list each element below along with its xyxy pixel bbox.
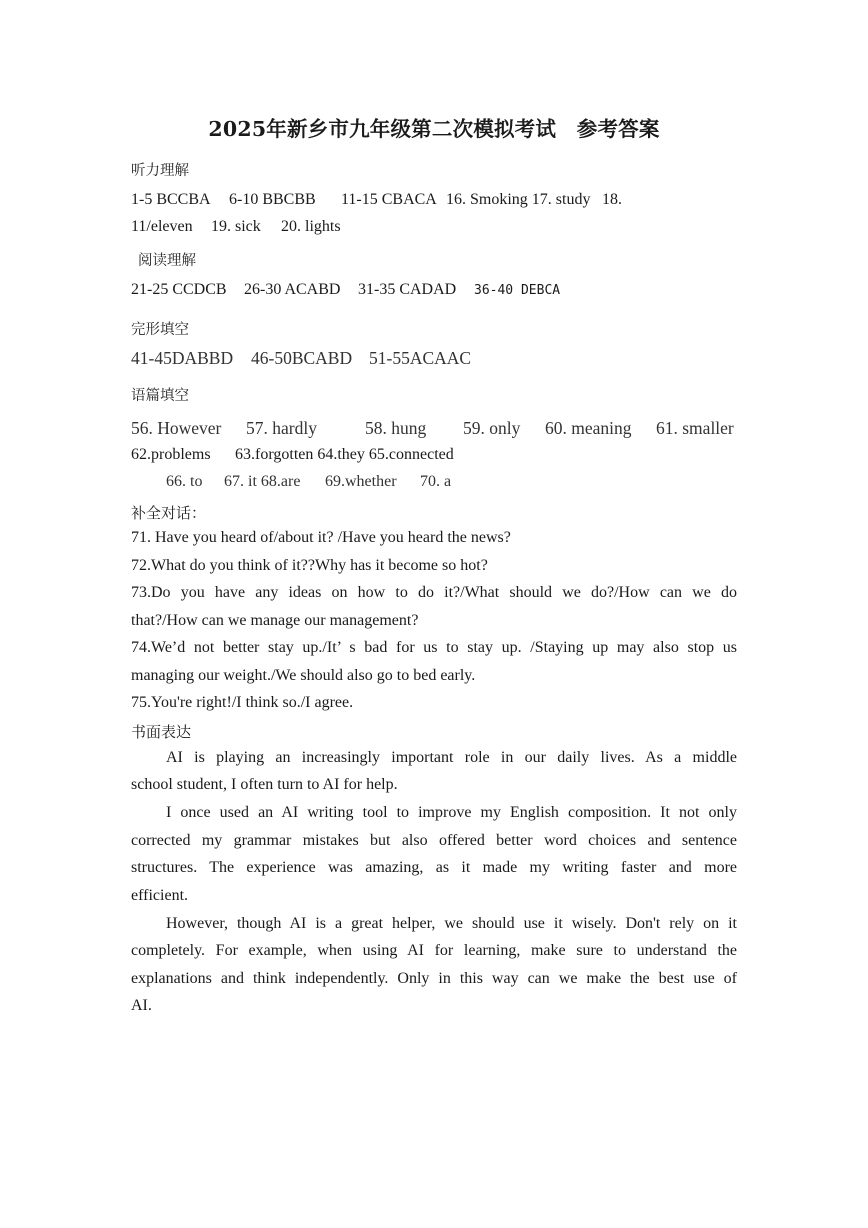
answer-66: 66. to (166, 473, 203, 490)
answer-6-10: 6-10 BBCBB (229, 191, 316, 208)
answer-20: 20. lights (281, 218, 341, 235)
listening-heading: 听力理解 (131, 163, 189, 179)
answer-67-68: 67. it 68.are (224, 473, 301, 490)
answer-19: 19. sick (211, 218, 261, 235)
reading-answers (131, 281, 560, 299)
answer-61: 61. smaller (656, 418, 734, 438)
writing-paragraph-2-line-4: efficient. (131, 887, 189, 904)
grammar-fill-heading: 语篇填空 (131, 388, 189, 404)
writing-paragraph-3-line-2: completely. For example, when using AI for learning, make sure to understand the (131, 942, 737, 959)
answer-63-65: 63.forgotten 64.they 65.connected (235, 446, 454, 463)
answer-11-15: 11-15 CBACA (341, 191, 437, 208)
page-title: 2025年新乡市九年级第二次模拟考试 参考答案 (208, 117, 660, 141)
answer-18-label: 18. (602, 191, 622, 208)
answer-36-40: 36-40 DEBCA (474, 283, 561, 298)
writing-paragraph-3-line-1: However, though AI is a great helper, we should use it wisely. Don't rely on it (166, 915, 737, 932)
answer-51-55: 51-55ACAAC (369, 348, 472, 368)
answer-18: 11/eleven (131, 218, 193, 235)
writing-paragraph-2-line-2: corrected my grammar mistakes but also offered better word choices and sentence (131, 832, 737, 849)
answer-56: 56. However (131, 418, 222, 438)
answer-70: 70. a (420, 473, 452, 490)
dialogue-answer-73-b: that?/How can we manage our management? (131, 612, 419, 629)
answer-60: 60. meaning (545, 418, 632, 438)
writing-heading: 书面表达 (131, 723, 192, 741)
writing-paragraph-2-line-3: structures. The experience was amazing, as it made my writing faster and more (131, 859, 737, 876)
answer-57: 57. hardly (246, 418, 317, 438)
answer-1-5: 1-5 BCCBA (131, 191, 211, 208)
writing-paragraph-1-line-1: AI is playing an increasingly important role in our daily lives. As a middle (166, 749, 737, 766)
answer-69: 69.whether (325, 473, 397, 490)
writing-paragraph-3-line-3: explanations and think independently. Only in this way can we make the best use of (131, 970, 737, 987)
dialogue-answer-73-a: 73.Do you have any ideas on how to do it?/What should we do?/How can we do (131, 584, 737, 601)
writing-paragraph-2-line-1: I once used an AI writing tool to improve my English composition. It not only (166, 804, 737, 821)
reading-heading: 阅读理解 (138, 253, 196, 269)
answer-62: 62.problems (131, 446, 211, 463)
listening-answers-line-2 (131, 218, 341, 236)
writing-paragraph-1-line-2: school student, I often turn to AI for help. (131, 776, 398, 793)
answer-41-45: 41-45DABBD (131, 348, 234, 368)
writing-paragraph-3-line-4: AI. (131, 997, 152, 1014)
cloze-heading: 完形填空 (131, 322, 189, 338)
answer-16-17: 16. Smoking 17. study (446, 191, 591, 208)
grammar-fill-line-1 (131, 418, 734, 439)
grammar-fill-line-2 (131, 446, 454, 464)
grammar-fill-line-3 (166, 473, 451, 491)
listening-answers-line-1 (131, 191, 622, 209)
dialogue-answer-71: 71. Have you heard of/about it? /Have you heard the news? (131, 529, 511, 546)
dialogue-answer-74-a: 74.We’d not better stay up./It’ s bad for us to stay up. /Staying up may also stop us (131, 639, 737, 656)
dialogue-answer-74-b: managing our weight./We should also go to bed early. (131, 667, 476, 684)
dialogue-answer-75: 75.You're right!/I think so./I agree. (131, 694, 354, 711)
cloze-answers (131, 348, 471, 369)
answer-46-50: 46-50BCABD (251, 348, 353, 368)
answer-21-25: 21-25 CCDCB (131, 281, 227, 298)
answer-31-35: 31-35 CADAD (358, 281, 457, 298)
answer-58: 58. hung (365, 418, 427, 438)
answer-59: 59. only (463, 418, 521, 438)
dialogue-answer-72: 72.What do you think of it??Why has it become so hot? (131, 557, 488, 574)
dialogue-heading: 补全对话： (131, 504, 207, 522)
answer-26-30: 26-30 ACABD (244, 281, 341, 298)
